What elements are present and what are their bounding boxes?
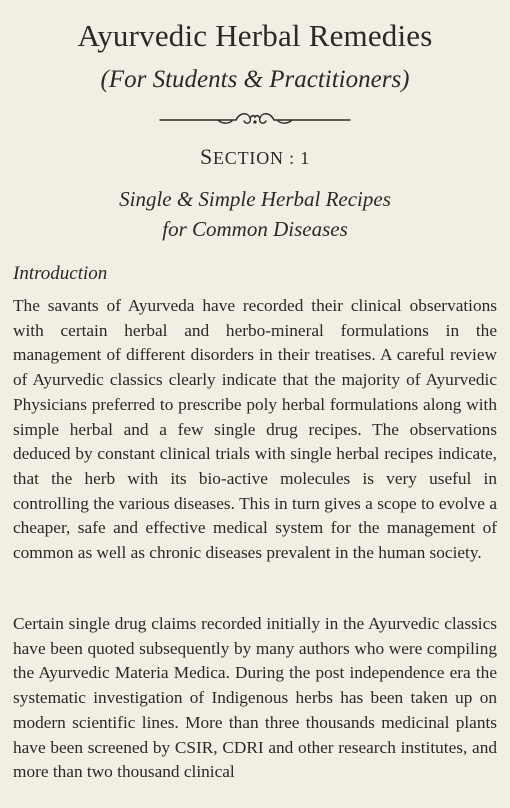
section-title-line2: for Common Diseases	[162, 217, 348, 241]
ornament-divider-icon	[158, 108, 352, 132]
section-label	[0, 145, 510, 170]
section-title-line1: Single & Simple Herbal Recipes	[119, 187, 391, 211]
section-label-rest: ECTION : 1	[213, 148, 311, 168]
page-title: Ayurvedic Herbal Remedies	[77, 18, 433, 53]
body-paragraph-2: Certain single drug claims recorded initially in the Ayurvedic classics have been quoted subsequently by many authors who were compiling the Ayurvedic Materia Medica. During the post independence era the systematic investigation of Indigenous herbs has been taken up on modern scientific lines. More than three thousands medicinal plants have been screened by CSIR, CDRI and other research institutes, and more than two thousand clinical	[13, 614, 497, 782]
section-label-cap: S	[199, 144, 214, 169]
section-title	[0, 184, 510, 244]
introduction-heading: Introduction	[13, 263, 108, 284]
page-subtitle: (For Students & Practitioners)	[100, 66, 410, 93]
body-paragraph-1: The savants of Ayurveda have recorded their clinical observations with certain herbal and herbo-mineral formulations in the management of different disorders in their treatises. A careful review of Ayurvedic classics clearly indicate that the majority of Ayurvedic Physicians preferred to prescribe poly herbal formulations along with simple herbal and a few single drug recipes. The observations deduced by constant clinical trials with single herbal recipes indicate, that the herb with its bio-active molecules is very useful in controlling the various diseases. This in turn gives a scope to evolve a cheaper, safe and effective medical system for the management of common as well as chronic diseases prevalent in the human society.	[13, 296, 497, 563]
